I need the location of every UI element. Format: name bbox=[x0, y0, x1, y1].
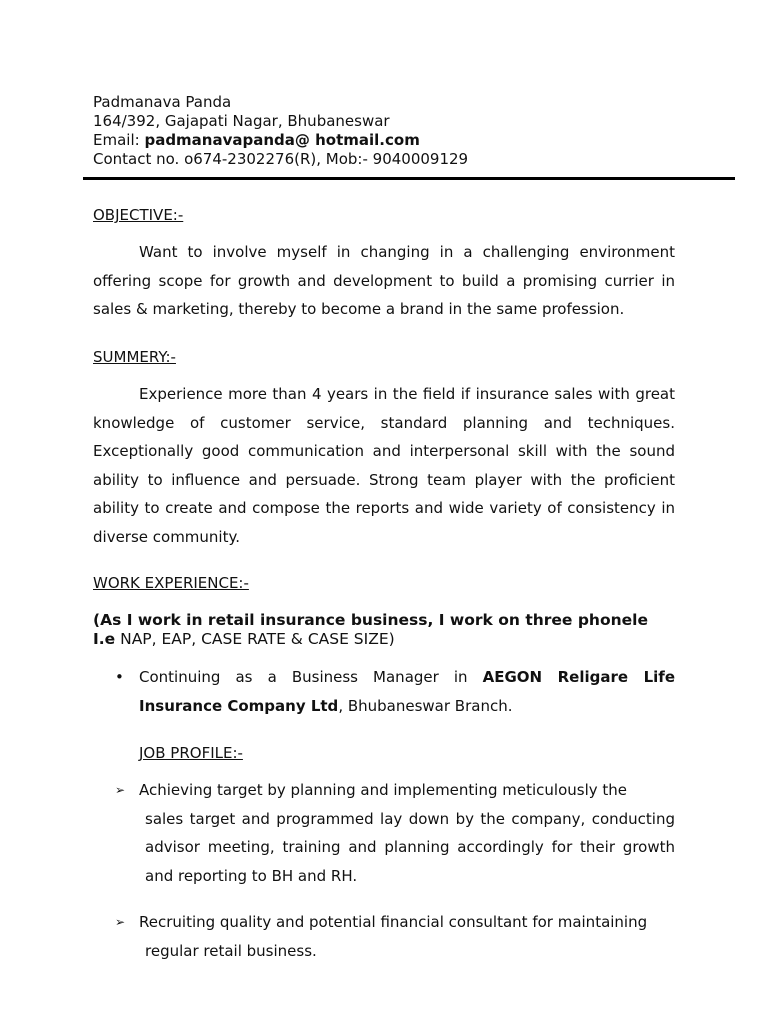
work-note-metrics: NAP, EAP, CASE RATE & CASE SIZE) bbox=[115, 630, 395, 648]
job-duty-2-rest: regular retail business. bbox=[145, 941, 317, 960]
summary-body: Experience more than 4 years in the field if insurance sales with great knowledge of customer service, standard planning and techniques. Exceptionally good communication and interpersonal skill with the sound ability to influence and persuade. Strong team player with the proficient ability to create and compose the reports and wide variety of consistency in diverse community. bbox=[93, 385, 675, 546]
list-item bbox=[115, 776, 675, 890]
list-item bbox=[115, 663, 675, 720]
arrow-bullet-icon: ➢ bbox=[115, 915, 126, 929]
summary-heading: SUMMERY:- bbox=[93, 348, 176, 366]
objective-body: Want to involve myself in changing in a challenging environment offering scope for growth and development to build a promising currier in sales & marketing, thereby to become a brand in the same profession. bbox=[93, 243, 675, 318]
objective-text bbox=[93, 238, 675, 324]
work-note-line1: (As I work in retail insurance business, I work on three phonele bbox=[93, 611, 648, 629]
branch-text: , Bhubaneswar Branch. bbox=[338, 696, 513, 715]
work-note-line2 bbox=[93, 630, 683, 649]
list-item bbox=[115, 908, 675, 965]
job-duty-1 bbox=[139, 776, 675, 890]
candidate-name: Padmanava Panda bbox=[93, 93, 232, 111]
address: 164/392, Gajapati Nagar, Bhubaneswar bbox=[93, 112, 390, 130]
contact-numbers: Contact no. o674-2302276(R), Mob:- 9040009129 bbox=[93, 150, 469, 168]
work-note bbox=[93, 611, 683, 649]
job-duty-1-rest: sales target and programmed lay down by the company, conducting advisor meeting, training and planning accordingly for their growth and reporting to BH and RH. bbox=[145, 809, 675, 885]
contact-header bbox=[93, 93, 468, 169]
job-duty-1-first: Achieving target by planning and implementing meticulously the bbox=[139, 781, 628, 799]
company-name: AEGON Religare Life Insurance Company Ltd bbox=[139, 668, 675, 715]
work-experience-heading: WORK EXPERIENCE:- bbox=[93, 574, 249, 592]
current-role bbox=[139, 663, 675, 720]
role-text: Continuing as a Business Manager in bbox=[139, 668, 483, 686]
job-duty-2-first: Recruiting quality and potential financial consultant for maintaining bbox=[139, 913, 648, 931]
email-label: Email: bbox=[93, 131, 145, 149]
arrow-bullet-icon: ➢ bbox=[115, 783, 126, 797]
bullet-icon: • bbox=[115, 668, 124, 686]
summary-text bbox=[93, 380, 675, 551]
work-note-prefix: I.e bbox=[93, 630, 116, 648]
email-line bbox=[93, 131, 468, 150]
job-duty-2 bbox=[139, 908, 675, 965]
header-divider bbox=[83, 177, 735, 180]
job-profile-heading: JOB PROFILE:- bbox=[139, 744, 243, 762]
email-address[interactable]: padmanavapanda@ hotmail.com bbox=[144, 131, 420, 149]
objective-heading: OBJECTIVE:- bbox=[93, 206, 184, 224]
